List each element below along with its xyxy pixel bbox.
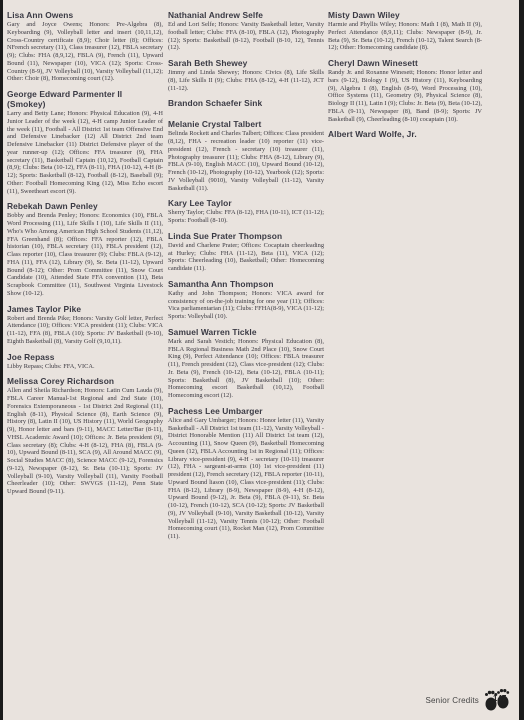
senior-entry (168, 98, 324, 113)
senior-credits-text: Ed and Lori Selfe; Honors: Varsity Basketball letter, Varsity football letter; Clubs: FFA (8-10), FBLA (12), Photography (12); Sports: Basketball (8-12), Football (8-10, 12), Tennis (12). (168, 21, 324, 52)
page-footer (426, 688, 512, 712)
senior-name: Lisa Ann Owens (7, 10, 74, 20)
senior-name: Melanie Crystal Talbert (168, 119, 262, 130)
senior-entry (7, 89, 163, 195)
page-number: 147 (493, 694, 507, 703)
senior-entry (7, 201, 163, 297)
senior-name: Nathanial Andrew Selfe (168, 10, 263, 20)
senior-name: Melissa Corey Richardson (7, 376, 115, 387)
senior-credits-text: Sherry Taylor; Clubs: FFA (8-12), FHA (10-11), ICT (11-12); Sports: Football (8-10). (168, 209, 324, 224)
senior-entry (168, 279, 324, 321)
senior-credits-text: Libby Repass; Clubs: FFA, VICA. (7, 362, 95, 370)
senior-credits-text: Allen and Sheila Richardson; Honors: Latin Cum Lauda (9), FBLA Career Manual-1st Regional and 2nd State (10), Forensics Extemporaneous - 1st District 2nd Regional (11), English (8-11), Physical Science (8), Earth Science (9), History (8), Latin II (10), US History (11), World Geography (9), Honor letter and bars (9-11), MACC Letter/Bar (8-11), VHSL Academic Award (10); Offices: Jr. Beta president (9), Class secretary (8); Clubs: 4-H (8-12), FHA (8), FBLA (9-10), Upward Bound (8-11), SCA (9), All Around MACC (9), Social Studies MACC (8), Science MACC (9-12), Forensics (9-12), Newspaper (8-12), Sr. Beta (10-11); Sports: JV Volleyball (9-10), Varsity Volleyball (11), Varsity Football Cheerleader (10); Other: SWVGS (11-12), Penn State Upward Bound (9-11). (7, 387, 163, 495)
senior-entry (7, 304, 163, 346)
senior-entry (168, 327, 324, 400)
senior-name: Kary Lee Taylor (168, 198, 232, 209)
column-2 (168, 10, 324, 547)
senior-entry (168, 10, 324, 52)
senior-name: Misty Dawn Wiley (328, 10, 400, 20)
senior-name: James Taylor Pike (7, 303, 82, 314)
senior-credits-text: Larry and Betty Lane; Honors: Physical Education (9), 4-H Junior Leader of the week (12), 4-H camp Junior Leader of the week (11), Football - All District 1st team Offensive End and Defensive Linebacker (12) All District 2nd team Defensive Linebacker (11) District Defensive player of the year runner-up (12); Offices: FFA treasurer (9), FHA secretary (11), Basketball Captain (10,12), Football Captain (8,9); Clubs: Beta (10-12), FFA (8-11), FHA (10-12), 4-H (8-12); Sports: Basketball (8-12), Football (8-12), Baseball (9); Other: Football Homecoming King (12), Miss Echo escort (11), Sweetheart escort (9). (7, 110, 163, 195)
senior-entry (328, 58, 482, 123)
senior-name: Pachess Lee Umbarger (168, 405, 263, 416)
senior-name: Joe Repass (7, 351, 55, 362)
senior-entry (7, 376, 163, 496)
senior-credits-text: Jimmy and Linda Shewey; Honors: Civics (8), Life Skills (8), Life Skills II (9); Clubs: FHA (8-12), 4-H (11-12), JCT (11-12). (168, 69, 324, 92)
senior-credits-text: Randy Jr. and Roxanne Winesett; Honors: Honor letter and bars (9-12), Biology I (9), US History (11), Keyboarding (9), Algebra I (8), English (8-9), Word Processing (10), Office Systems (11), Geometry (9), Physical Science (8), Biology II (11), Latin I (9); Clubs: Jr. Beta (9), Beta (10-12), FBLA (9-11), Newspaper (8), Band (8-9); Sports: JV Basketball (9), Cheerleading (8-10) cocaptain (10). (328, 69, 482, 123)
senior-name: Brandon Schaefer Sink (168, 98, 263, 109)
senior-credits-text: Bobby and Brenda Penley; Honors: Economics (10), FBLA Word Processing (11), Life Skills I (10), Life Skills II (11), Who's Who Among American High School Students (11,12), FFA Greenhand (8); Offices: FFA reporter (12), FBLA historian (10), FBLA secretary (11), FBLA president (12), Class reporter (10), Class treasurer (9); Clubs: FBLA (9-12), FHA (11), FFA (12), Library (9), Sr. Beta (11-12), Upward Bound (8-12); Other: Prom Committee (11), Snow Court Candidate (10), Attended State FFA convention (11), Beta Scrapbook Committee (11), Southwest Virginia Livestock Show (10-12). (7, 212, 163, 297)
senior-credits-text: Belinda Rockett and Charles Talbert; Offices: Class president (8,12), FHA - recreation leader (10) reporter (11) vice-president (12), French - secretary (10) treasurer (11), Photography treasurer (11); Clubs: FHA (8-12), Library (9), FBLA (9-10), English MACC (10), Upward Bound (10-12), French (10-12), Photography (10-12), Yearbook (12); Sports: JV Volleyball (9010), Varsity Volleyball (11-12), Varsity Basketball (11). (168, 130, 324, 192)
senior-credits-text: Kathy and John Thompson; Honors: VICA award for consistency of on-the-job training for one year (11); Offices: Vica parliamentarian (11); Clubs: FFHA(8-9), VICA (11-12); Sports: Volleyball (10). (168, 289, 324, 320)
column-1 (7, 10, 163, 502)
senior-entry (168, 119, 324, 192)
senior-entry (168, 406, 324, 541)
senior-name: Sarah Beth Shewey (168, 58, 248, 68)
senior-name: Samuel Warren Tickle (168, 326, 257, 337)
senior-name: Cheryl Dawn Winesett (328, 58, 418, 68)
yearbook-page (3, 0, 519, 720)
senior-name: Rebekah Dawn Penley (7, 201, 98, 212)
senior-entry (7, 352, 163, 371)
senior-credits-text: Harmie and Phyllis Wiley; Honors: Math I (8), Math II (9), Perfect Attendance (8,9,11); Clubs: Newspaper (8-9), Jr. Beta (9), Sr. Beta (10-12), French (10-12), Talent Search (8-12); Other: Homecoming candidate (8). (328, 21, 482, 52)
senior-credits-text: Robert and Brenda Pike; Honors: Varsity Golf letter, Perfect Attendance (10); Offices: VICA president (11); Clubs: VICA (11-12), FFA (8), FBLA (10); Sports: JV Basketball (9-10), Eighth Basketball (8), Varsity Golf (9,10,11). (7, 314, 163, 345)
senior-entry (328, 129, 482, 144)
senior-entry (168, 231, 324, 273)
section-label: Senior Credits (425, 695, 479, 705)
senior-entry (7, 10, 163, 83)
senior-entry (168, 198, 324, 225)
senior-entry (328, 10, 482, 52)
senior-credits-text: David and Charlene Prater; Offices: Cocaptain cheerleading at Hurley; Clubs: FHA (11-12), Beta (11), VICA (12); Sports: Cheerleading (10), Basketball; Other: Homecoming candidate (11). (168, 241, 324, 272)
senior-credits-text: Mark and Sarah Vestich; Honors: Physical Education (8), FBLA Regional Business Math 2nd Place (10), Snow Court King (9), Perfect Attendance (10); Offices: FBLA treasurer (11), French president (12), Class vice-president (12); Clubs: Jr. Beta (9), French (10-12), Beta (10-12), FBLA (10-11); Sports: Basketball (8), JV Basketball (10); Other: Homecoming escort Basketball (10,12), Football Homecoming escort (12). (168, 337, 324, 399)
column-3 (328, 10, 482, 150)
senior-credits-text: Gary and Joyce Owens; Honors: Pre-Algebra (8), Keyboarding (9), Volleyball letter and insert (10,11,12), Cross-Country certificate (8,9); Choir letter (8); Offices: NFrench secretary (11), Class treasurer (12), FBLA secretary (9); Clubs: FHA (8,9,12), FBLA (9), French (11), Upward Bound (11), Newspaper (10), VICA (12); Sports: Cross-Country (8-9), JV Volleyball (10), Varsity Volleyball (11,12); Other: Choir (8), Homecoming court (12). (7, 21, 163, 83)
senior-entry (168, 58, 324, 92)
senior-name: Albert Ward Wolfe, Jr. (328, 129, 417, 140)
senior-name: Samantha Ann Thompson (168, 278, 274, 289)
senior-name: George Edward Parmenter II (Smokey) (7, 89, 123, 109)
senior-name: Linda Sue Prater Thompson (168, 230, 283, 241)
footprints-icon (483, 688, 511, 712)
senior-credits-text: Alice and Gary Umbarger; Honors: Honor letter (11), Varsity Basketball - All District 1st team (11-12), Varsity Volleyball - District Honorable Mention (11) All District 1st team (12), Accounting (11), Snow Queen (9), Basketball Homecoming Queen (12), FBLA Accounting 1st in Regional (11); Offices: Library vice-president (9), 4-H - secretary (10-11) treasurer (12), FHA - sargeant-at-arms (10) 1st vice-president (11) president (12), French secretary (12), FBLA reporter (10-11), Upward Bound liason (10), Class vice-president (11); Clubs: FHA (8-12), Library (8-9), Newspaper (8-9), 4-H (8-12), Upward Bound (9-12), Jr. Beta (9), FBLA (9-11), Sr. Beta (10-12), French (10-12), SCA (10-12); Sports: JV Basketball (9), JV Volleyball (9-10), Varsity Basketball (10-12), Varsity Volleyball (11-12), Varsity Tennis (10-12); Other: Football Homecoming court (11), Rocket Man (12), Prom Committee (11). (168, 416, 324, 540)
